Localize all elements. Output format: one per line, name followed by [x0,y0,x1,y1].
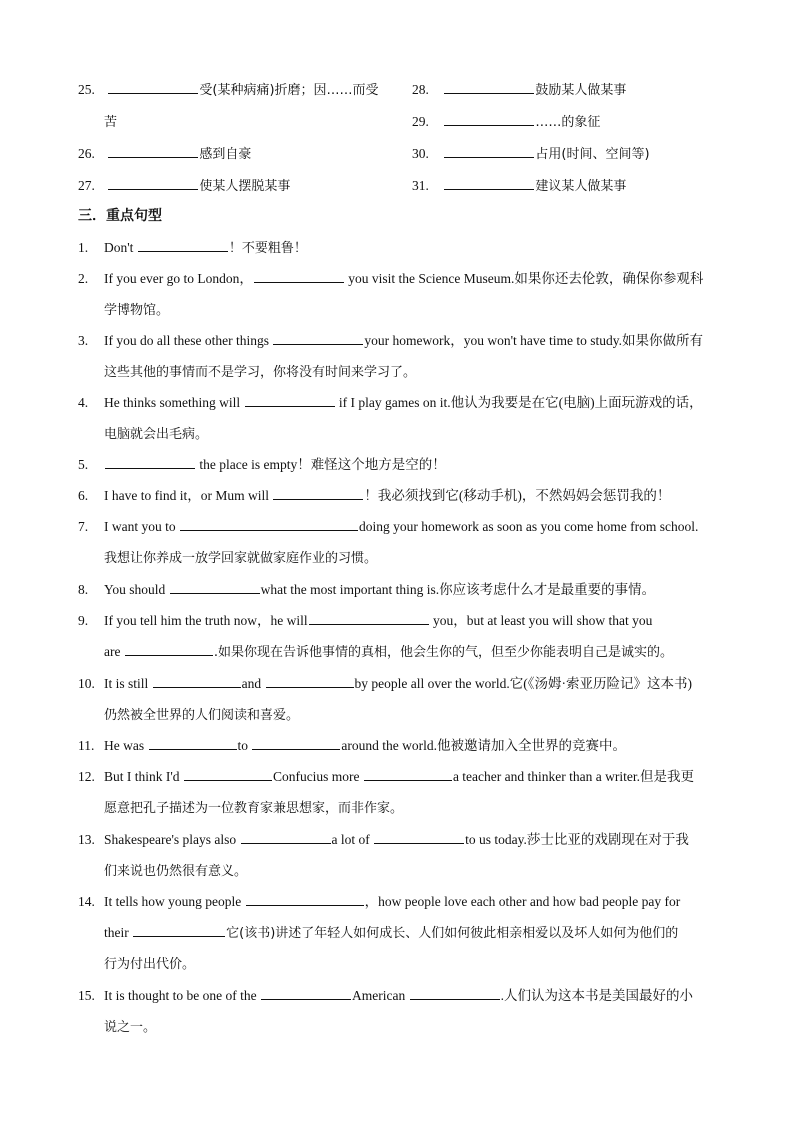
vocab-item-31: 31. 建议某人做某事 [412,174,626,198]
sentence-14: 14. It tells how young people ，how people love each other and how bad people pay for their 它(该书)讲述了年轻人如何成长、人们如何彼此相亲相爱以及坏人如何为他们的 行为付出代价。 [78,886,723,979]
answer-blank[interactable] [444,111,534,126]
vocab-item-25-cont: 苦 [104,115,118,130]
answer-blank[interactable] [273,330,363,345]
sentence-3: 3. If you do all these other things your homework，you won't have time to study.如果你做所有 这些其他的事情而不是学习，你将没有时间来学习了。 [78,325,723,387]
sentence-13: 13. Shakespeare's plays also a lot of to us today.莎士比亚的戏剧现在对于我 们来说也仍然很有意义。 [78,824,723,886]
answer-blank[interactable] [180,516,358,531]
vocab-item-25: 25. 受(某种病痛)折磨；因……而受 [78,78,379,102]
vocab-item-27: 27. 使某人摆脱某事 [78,174,290,198]
answer-blank[interactable] [410,985,500,1000]
vocab-item-26: 26. 感到自豪 [78,142,251,166]
sentence-9: 9. If you tell him the truth now，he will you，but at least you will show that you are .如果你现在告诉他事情的真相，他会生你的气，但至少你能表明自己是诚实的。 [78,605,723,667]
sentence-11: 11. He was to around the world.他被邀请加入全世界的竞赛中。 [78,730,723,761]
answer-blank[interactable] [153,673,241,688]
answer-blank[interactable] [252,735,340,750]
sentence-4: 4. He thinks something will if I play games on it.他认为我要是在它(电脑)上面玩游戏的话， 电脑就会出毛病。 [78,387,723,449]
answer-blank[interactable] [125,641,213,656]
answer-blank[interactable] [246,891,364,906]
answer-blank[interactable] [108,79,198,94]
answer-blank[interactable] [149,735,237,750]
sentence-6: 6. I have to find it，or Mum will ！我必须找到它(移动手机)，不然妈妈会惩罚我的！ [78,480,723,511]
answer-blank[interactable] [241,829,331,844]
sentence-7: 7. I want you to doing your homework as soon as you come home from school. 我想让你养成一放学回家就做家庭作业的习惯。 [78,511,723,573]
sentence-10: 10. It is still and by people all over the world.它(《汤姆·索亚历险记》这本书) 仍然被全世界的人们阅读和喜爱。 [78,668,723,730]
answer-blank[interactable] [184,766,272,781]
sentence-8: 8. You should what the most important thing is.你应该考虑什么才是最重要的事情。 [78,574,723,605]
vocab-item-29: 29. ……的象征 [412,110,600,134]
answer-blank[interactable] [245,392,335,407]
answer-blank[interactable] [138,237,228,252]
answer-blank[interactable] [309,610,429,625]
sentence-12: 12. But I think I'd Confucius more a teacher and thinker than a writer.但是我更 愿意把孔子描述为一位教育家兼思想家，而非作家。 [78,761,723,823]
answer-blank[interactable] [273,485,363,500]
answer-blank[interactable] [261,985,351,1000]
sentence-1: 1. Don't ！不要粗鲁！ [78,232,723,263]
answer-blank[interactable] [364,766,452,781]
answer-blank[interactable] [374,829,464,844]
answer-blank[interactable] [254,268,344,283]
answer-blank[interactable] [133,922,225,937]
answer-blank[interactable] [170,579,260,594]
section-title: 三．重点句型 [78,208,162,224]
sentence-5: 5. the place is empty！难怪这个地方是空的！ [78,449,723,480]
answer-blank[interactable] [108,175,198,190]
answer-blank[interactable] [266,673,354,688]
vocab-item-30: 30. 占用(时间、空间等) [412,142,650,166]
answer-blank[interactable] [105,454,195,469]
sentence-2: 2. If you ever go to London， you visit the Science Museum.如果你还去伦敦，确保你参观科 学博物馆。 [78,263,723,325]
sentence-15: 15. It is thought to be one of the American .人们认为这本书是美国最好的小 说之一。 [78,980,723,1042]
answer-blank[interactable] [444,79,534,94]
vocab-item-28: 28. 鼓励某人做某事 [412,78,626,102]
answer-blank[interactable] [108,143,198,158]
answer-blank[interactable] [444,143,534,158]
answer-blank[interactable] [444,175,534,190]
